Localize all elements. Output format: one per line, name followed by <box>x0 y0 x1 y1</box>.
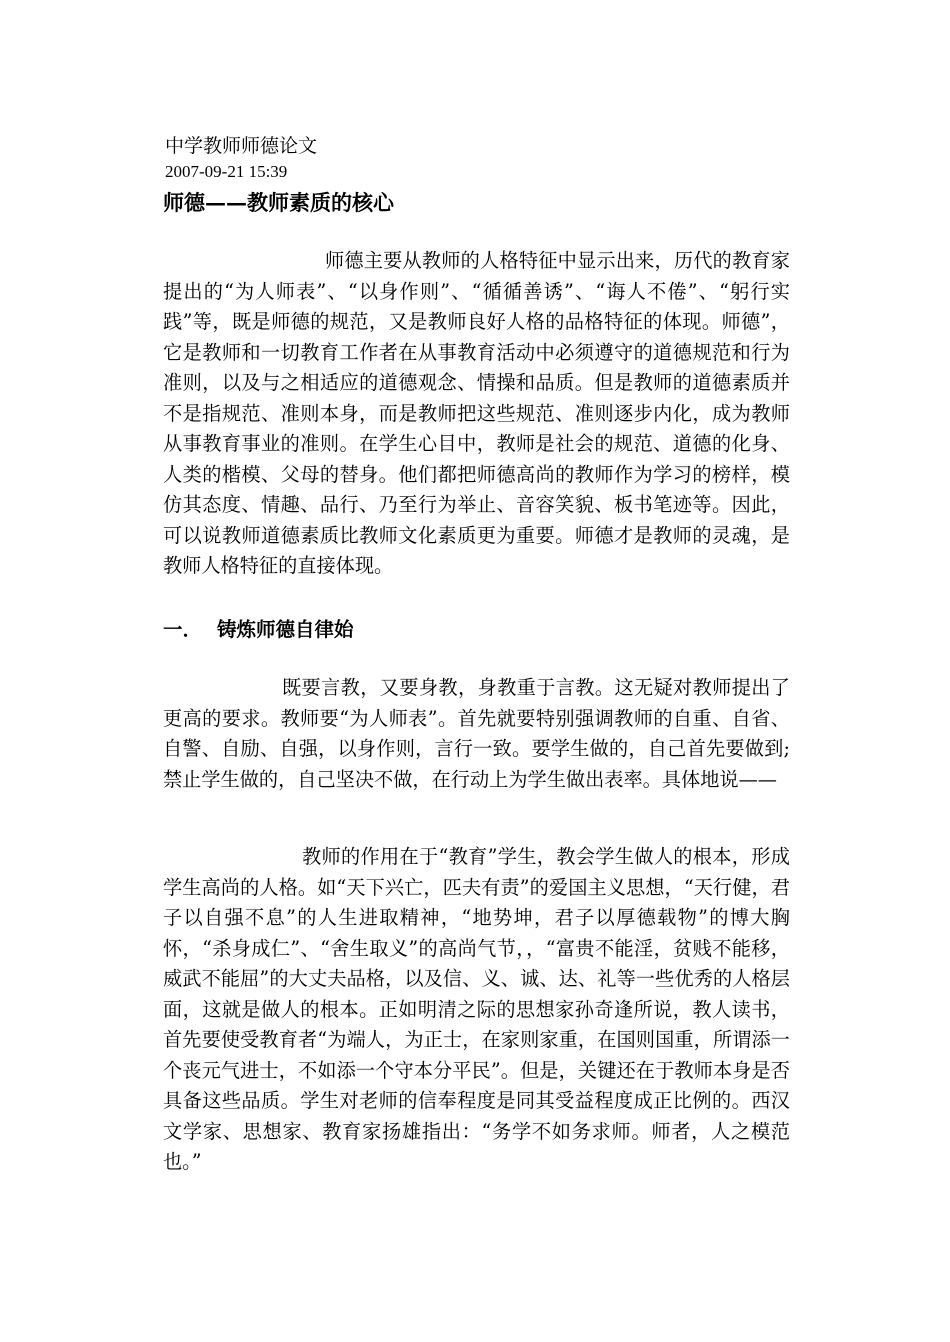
body-paragraph: 既要言教，又要身教，身教重于言教。这无疑对教师提出了更高的要求。教师要“为人师表”。首先就要特别强调教师的自重、自省、自警、自励、自强，以身作则，言行一致。要学生做的，自己首先要做到;禁止学生做的，自己坚决不做，在行动上为学生做出表率。具体地说—— <box>163 676 790 791</box>
body-paragraph: 教师的作用在于“教育”学生，教会学生做人的根本，形成学生高尚的人格。如“天下兴亡，匹夫有责”的爱国主义思想，“天行健，君子以自强不息”的人生进取精神，“地势坤，君子以厚德载物”的博大胸怀，“杀身成仁”、“舍生取义”的高尚气节，，“富贵不能淫，贫贱不能移，威武不能屈”的大丈夫品格，以及信、义、诚、达、礼等一些优秀的人格层面，这就是做人的根本。正如明清之际的思想家孙奇逢所说，教人读书，首先要使受教育者“为端人，为正士，在家则家重，在国则国重，所谓添一个丧元气进士，不如添一个守本分平民”。但是，关键还在于教师本身是否具备这些品质。学生对老师的信奉程度是同其受益程度成正比例的。西汉文学家、思想家、教育家扬雄指出：“务学不如务求师。师者，人之模范也。” <box>163 845 790 1173</box>
section-heading <box>163 616 354 644</box>
document-title: 中学教师师德论文 <box>165 135 318 157</box>
document-date: 2007-09-21 15:39 <box>165 162 288 181</box>
intro-paragraph: 师德主要从教师的人格特征中显示出来，历代的教育家提出的“为人师表”、“以身作则”、“循循善诱”、“诲人不倦”、“躬行实践”等，既是师德的规范，又是教师良好人格的品格特征的体现。师德”，它是教师和一切教育工作者在从事教育活动中必须遵守的道德规范和行为准则，以及与之相适应的道德观念、情操和品质。但是教师的道德素质并不是指规范、准则本身，而是教师把这些规范、准则逐步内化，成为教师从事教育事业的准则。在学生心目中，教师是社会的规范、道德的化身、人类的楷模、父母的替身。他们都把师德高尚的教师作为学习的榜样，模仿其态度、情趣、品行、乃至行为举止、音容笑貌、板书笔迹等。因此，可以说教师道德素质比教师文化素质更为重要。师德才是教师的灵魂，是教师人格特征的直接体现。 <box>163 249 790 577</box>
article-heading: 师德——教师素质的核心 <box>163 190 394 215</box>
section-title: 铸炼师德自律始 <box>217 618 354 641</box>
section-number: 一． <box>163 618 203 641</box>
